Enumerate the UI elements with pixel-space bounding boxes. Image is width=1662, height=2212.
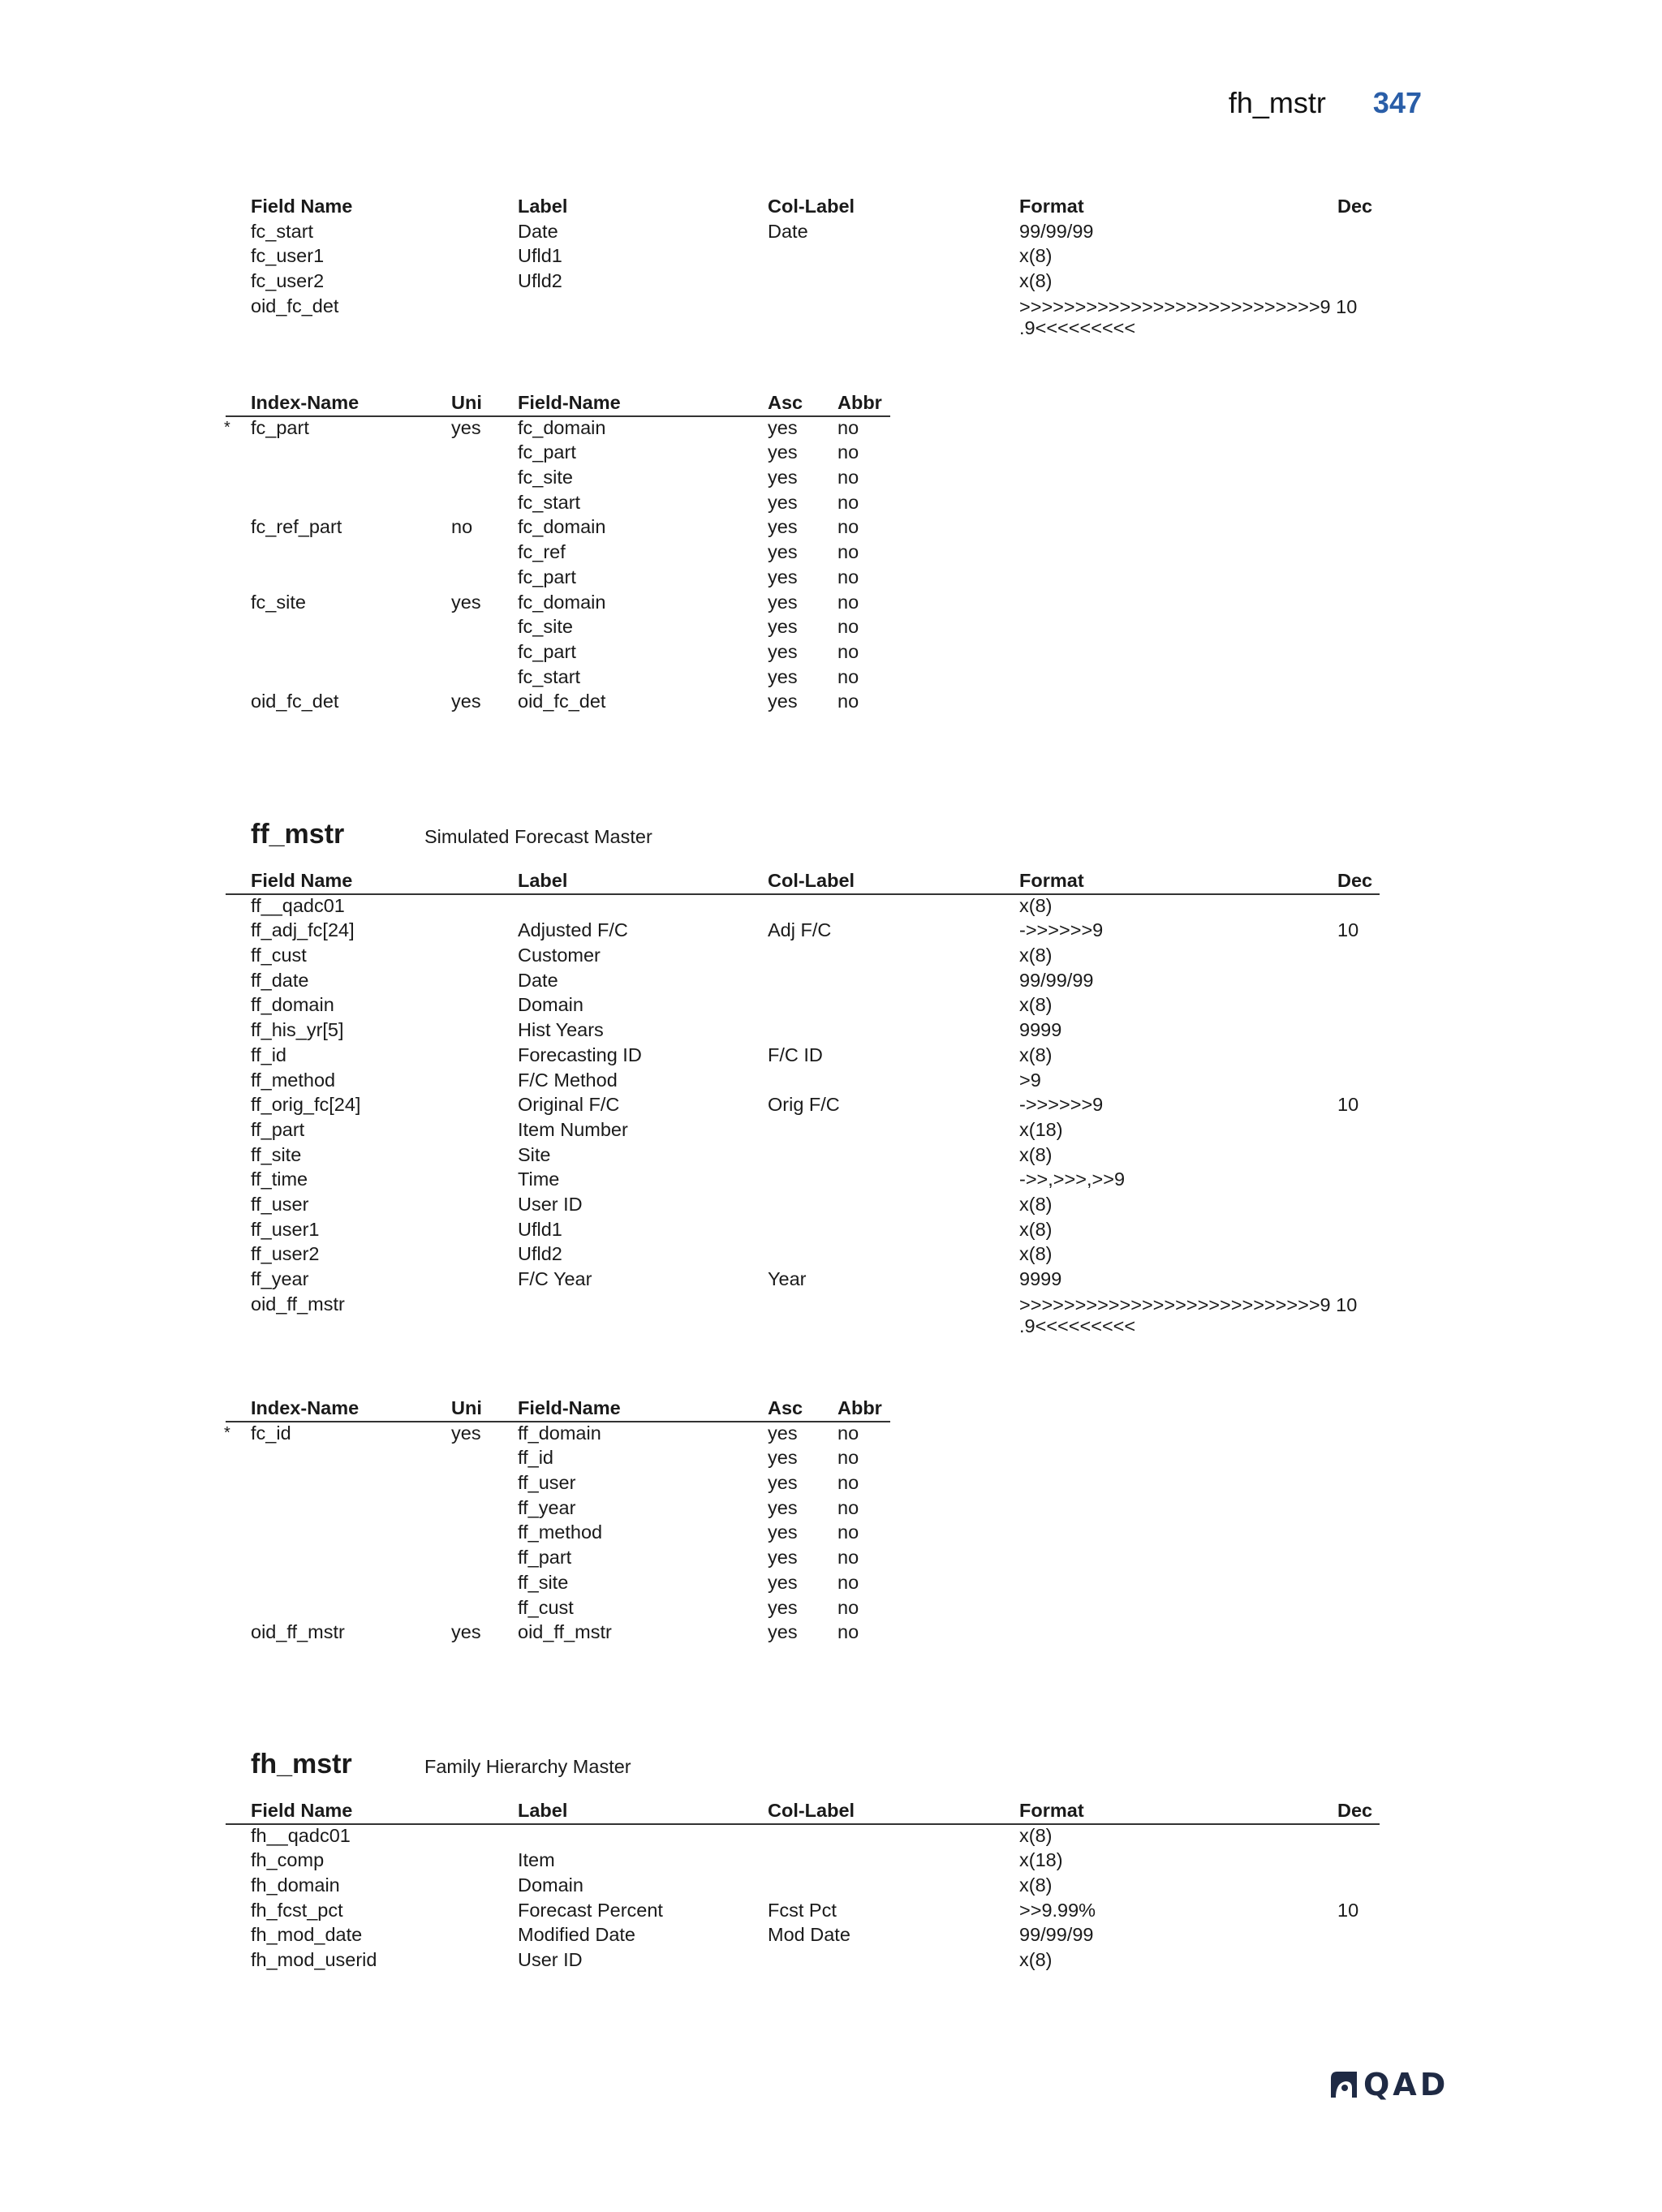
running-header-title: fh_mstr — [1228, 86, 1326, 119]
table-row — [0, 1068, 1662, 1093]
field-format: x(8) — [1019, 245, 1053, 267]
col-header-col-label: Col-Label — [768, 196, 855, 217]
field-dec: 10 — [1336, 295, 1358, 317]
index-row — [0, 1495, 1662, 1521]
index-asc: yes — [768, 1447, 798, 1469]
field-col-label: Fcst Pct — [768, 1899, 837, 1921]
format-line-2: .9<<<<<<<<< — [1019, 1315, 1136, 1336]
index-field-name: ff_year — [518, 1496, 576, 1518]
index-name: oid_ff_mstr — [251, 1621, 345, 1643]
field-label: Adjusted F/C — [518, 919, 628, 941]
index-field-name: ff_cust — [518, 1596, 574, 1618]
index-row — [0, 565, 1662, 590]
table-title: ff_mstr — [251, 819, 345, 850]
field-col-label: Mod Date — [768, 1924, 850, 1946]
field-name: fc_user2 — [251, 270, 325, 292]
field-col-label: Year — [768, 1268, 807, 1289]
field-label: Modified Date — [518, 1924, 635, 1946]
field-name: fh_mod_userid — [251, 1949, 377, 1971]
col-header-field-name: Field Name — [251, 196, 353, 217]
field-format: x(8) — [1019, 1874, 1053, 1896]
field-name: ff_domain — [251, 994, 334, 1016]
page-header — [1229, 86, 1422, 120]
index-field-name: fc_site — [518, 616, 573, 638]
table-row — [0, 918, 1662, 943]
index-field-name: fc_domain — [518, 516, 606, 538]
field-table-header — [0, 1798, 1662, 1823]
col-header-abbr: Abbr — [837, 392, 882, 413]
field-name: ff_his_yr[5] — [251, 1019, 344, 1041]
index-name: fc_ref_part — [251, 516, 342, 538]
field-label: Date — [518, 969, 558, 991]
ff-mstr-index-table — [0, 1396, 1662, 1645]
index-row — [0, 639, 1662, 665]
page-number: 347 — [1372, 86, 1422, 119]
field-format: x(18) — [1019, 1118, 1063, 1140]
index-unique: yes — [451, 691, 481, 712]
field-col-label: Adj F/C — [768, 919, 832, 941]
table-row — [0, 1192, 1662, 1217]
table-row — [0, 1043, 1662, 1068]
col-header-dec: Dec — [1337, 196, 1373, 217]
index-field-name: ff_method — [518, 1521, 603, 1543]
col-header-dec: Dec — [1337, 870, 1373, 891]
field-format: ->>>>>>9 — [1019, 1094, 1104, 1116]
index-field-name: fc_part — [518, 441, 576, 463]
col-header-col-label: Col-Label — [768, 1800, 855, 1821]
index-abbr: no — [837, 640, 859, 662]
index-row — [0, 1570, 1662, 1595]
field-name: fh_fcst_pct — [251, 1899, 343, 1921]
col-header-abbr: Abbr — [837, 1397, 882, 1418]
field-label: Forecasting ID — [518, 1044, 642, 1065]
field-name: ff_site — [251, 1143, 302, 1165]
index-abbr: no — [837, 441, 859, 463]
field-name: ff_part — [251, 1118, 305, 1140]
field-label: Item — [518, 1849, 555, 1871]
table-row — [0, 893, 1662, 919]
qad-logo-wordmark: QAD — [1363, 2067, 1449, 2102]
index-row — [0, 465, 1662, 490]
index-row — [0, 440, 1662, 465]
index-row — [0, 665, 1662, 690]
index-unique: no — [451, 516, 473, 538]
index-abbr: no — [837, 591, 859, 613]
col-header-field-name: Field Name — [251, 1800, 353, 1821]
table-row — [0, 1873, 1662, 1898]
field-format: x(8) — [1019, 1044, 1053, 1065]
col-header-col-label: Col-Label — [768, 870, 855, 891]
index-asc: yes — [768, 467, 798, 488]
index-abbr: no — [837, 1621, 859, 1643]
index-unique: yes — [451, 416, 481, 438]
col-header-uni: Uni — [451, 1397, 482, 1418]
field-rows — [0, 1823, 1662, 1973]
field-name: ff_year — [251, 1268, 309, 1289]
col-header-index-name: Index-Name — [251, 1397, 360, 1418]
field-format: x(8) — [1019, 994, 1053, 1016]
field-label: F/C Year — [518, 1268, 592, 1289]
col-header-field-name: Field Name — [251, 870, 353, 891]
field-dec: 10 — [1336, 1293, 1358, 1315]
field-label: Ufld2 — [518, 270, 562, 292]
table-title: fh_mstr — [251, 1749, 352, 1779]
index-rows — [0, 415, 1662, 714]
index-row — [0, 1620, 1662, 1645]
field-name: ff_method — [251, 1069, 336, 1091]
index-asc: yes — [768, 1547, 798, 1569]
table-row — [0, 1217, 1662, 1242]
index-field-name: ff_domain — [518, 1422, 601, 1444]
field-col-label: Orig F/C — [768, 1094, 840, 1116]
field-format: >9 — [1019, 1069, 1041, 1091]
index-abbr: no — [837, 1521, 859, 1543]
index-rows — [0, 1421, 1662, 1645]
field-table-header — [0, 868, 1662, 893]
field-name: fh__qadc01 — [251, 1824, 351, 1846]
index-field-name: fc_ref — [518, 541, 566, 563]
index-asc: yes — [768, 1596, 798, 1618]
field-col-label: F/C ID — [768, 1044, 823, 1065]
index-row — [0, 540, 1662, 565]
field-name: fc_user1 — [251, 245, 325, 267]
index-row — [0, 415, 1662, 441]
col-header-label: Label — [518, 1800, 568, 1821]
index-asc: yes — [768, 691, 798, 712]
index-asc: yes — [768, 665, 798, 687]
index-row — [0, 1470, 1662, 1495]
field-col-label: Date — [768, 220, 808, 242]
index-abbr: no — [837, 467, 859, 488]
field-format: x(8) — [1019, 1824, 1053, 1846]
col-header-label: Label — [518, 196, 568, 217]
field-name: ff_orig_fc[24] — [251, 1094, 361, 1116]
format-line-1: >>>>>>>>>>>>>>>>>>>>>>>>>>>9 — [1019, 1293, 1331, 1315]
index-row — [0, 1545, 1662, 1570]
col-header-asc: Asc — [768, 392, 803, 413]
col-header-format: Format — [1019, 196, 1084, 217]
field-dec: 10 — [1337, 919, 1359, 941]
index-asc: yes — [768, 416, 798, 438]
index-abbr: no — [837, 1571, 859, 1593]
col-header-label: Label — [518, 870, 568, 891]
index-field-name: oid_fc_det — [518, 691, 606, 712]
index-table-header — [0, 390, 1662, 415]
table-row — [0, 1848, 1662, 1873]
field-name: ff_cust — [251, 945, 307, 966]
field-name: ff_date — [251, 969, 309, 991]
index-field-name: fc_start — [518, 665, 581, 687]
field-table-header — [0, 194, 1662, 219]
table-row — [0, 1267, 1662, 1292]
field-name: oid_fc_det — [251, 295, 339, 316]
index-abbr: no — [837, 616, 859, 638]
index-name: oid_fc_det — [251, 691, 339, 712]
field-format: x(8) — [1019, 894, 1053, 916]
index-abbr: no — [837, 566, 859, 587]
table-row — [0, 1823, 1662, 1848]
index-asc: yes — [768, 1571, 798, 1593]
field-name: fh_domain — [251, 1874, 340, 1896]
index-row — [0, 614, 1662, 639]
field-label: F/C Method — [518, 1069, 618, 1091]
table-row — [0, 243, 1662, 269]
field-label: Item Number — [518, 1118, 628, 1140]
index-abbr: no — [837, 1472, 859, 1494]
field-name: fc_start — [251, 220, 314, 242]
index-field-name: ff_site — [518, 1571, 569, 1593]
field-format: 9999 — [1019, 1019, 1062, 1041]
field-format: x(8) — [1019, 1949, 1053, 1971]
table-row — [0, 1117, 1662, 1143]
index-name: fc_site — [251, 591, 306, 613]
fc-det-field-table — [0, 194, 1662, 339]
table-row — [0, 1947, 1662, 1973]
table-row — [0, 1292, 1662, 1337]
index-abbr: no — [837, 665, 859, 687]
format-line-1: >>>>>>>>>>>>>>>>>>>>>>>>>>>9 — [1019, 295, 1331, 317]
col-header-field-name: Field-Name — [518, 1397, 621, 1418]
field-name: ff_adj_fc[24] — [251, 919, 355, 941]
index-abbr: no — [837, 1547, 859, 1569]
index-row — [0, 1445, 1662, 1470]
col-header-uni: Uni — [451, 392, 482, 413]
index-asc: yes — [768, 441, 798, 463]
index-name: fc_id — [251, 1422, 291, 1444]
field-name: ff_time — [251, 1168, 308, 1190]
field-label: Domain — [518, 994, 583, 1016]
table-row — [0, 1092, 1662, 1117]
primary-index-marker: * — [224, 1423, 230, 1442]
format-line-2: .9<<<<<<<<< — [1019, 316, 1136, 338]
col-header-dec: Dec — [1337, 1800, 1373, 1821]
field-label: Forecast Percent — [518, 1899, 663, 1921]
field-label: User ID — [518, 1949, 583, 1971]
col-header-index-name: Index-Name — [251, 392, 360, 413]
index-asc: yes — [768, 616, 798, 638]
field-format: x(8) — [1019, 1243, 1053, 1265]
index-name: fc_part — [251, 416, 309, 438]
field-format: 99/99/99 — [1019, 1924, 1094, 1946]
field-label: Customer — [518, 945, 601, 966]
field-format: x(8) — [1019, 270, 1053, 292]
index-asc: yes — [768, 491, 798, 513]
table-row — [0, 943, 1662, 968]
index-field-name: fc_part — [518, 640, 576, 662]
index-row — [0, 1595, 1662, 1620]
table-row — [0, 1898, 1662, 1923]
table-description: Simulated Forecast Master — [424, 826, 652, 847]
index-field-name: fc_site — [518, 467, 573, 488]
index-asc: yes — [768, 1521, 798, 1543]
index-field-name: fc_domain — [518, 591, 606, 613]
field-format: ->>>>>>9 — [1019, 919, 1104, 941]
index-unique: yes — [451, 591, 481, 613]
ff-mstr-field-table — [0, 868, 1662, 1337]
index-abbr: no — [837, 1422, 859, 1444]
col-header-asc: Asc — [768, 1397, 803, 1418]
field-label: User ID — [518, 1193, 583, 1215]
field-rows — [0, 893, 1662, 1292]
index-asc: yes — [768, 566, 798, 587]
table-description: Family Hierarchy Master — [424, 1756, 631, 1777]
field-format: x(8) — [1019, 1143, 1053, 1165]
index-row — [0, 1421, 1662, 1446]
index-abbr: no — [837, 491, 859, 513]
field-format: >>9.99% — [1019, 1899, 1096, 1921]
field-name: ff_user1 — [251, 1218, 320, 1240]
index-row — [0, 1520, 1662, 1545]
fh-mstr-field-table — [0, 1798, 1662, 1973]
table-row — [0, 968, 1662, 993]
table-row — [0, 992, 1662, 1018]
index-asc: yes — [768, 1496, 798, 1518]
index-row — [0, 514, 1662, 540]
table-row — [0, 1018, 1662, 1043]
field-format: 9999 — [1019, 1268, 1062, 1289]
col-header-format: Format — [1019, 1800, 1084, 1821]
index-unique: yes — [451, 1621, 481, 1643]
field-format: x(8) — [1019, 1193, 1053, 1215]
index-field-name: fc_domain — [518, 416, 606, 438]
field-name: oid_ff_mstr — [251, 1293, 345, 1315]
field-label: Site — [518, 1143, 551, 1165]
field-format: 99/99/99 — [1019, 220, 1094, 242]
table-row — [0, 269, 1662, 294]
field-name: ff__qadc01 — [251, 894, 345, 916]
field-format: x(18) — [1019, 1849, 1063, 1871]
table-row — [0, 1143, 1662, 1168]
index-asc: yes — [768, 1422, 798, 1444]
index-field-name: fc_part — [518, 566, 576, 587]
index-row — [0, 490, 1662, 515]
field-label: Hist Years — [518, 1019, 604, 1041]
index-abbr: no — [837, 1496, 859, 1518]
field-name: ff_user — [251, 1193, 309, 1215]
index-row — [0, 590, 1662, 615]
index-field-name: oid_ff_mstr — [518, 1621, 612, 1643]
field-label: Ufld1 — [518, 245, 562, 267]
index-abbr: no — [837, 1596, 859, 1618]
field-dec: 10 — [1337, 1094, 1359, 1116]
field-dec: 10 — [1337, 1899, 1359, 1921]
primary-index-marker: * — [224, 418, 230, 437]
field-format — [1019, 296, 1357, 338]
index-abbr: no — [837, 541, 859, 563]
index-asc: yes — [768, 516, 798, 538]
field-label: Original F/C — [518, 1094, 620, 1116]
index-table-header — [0, 1396, 1662, 1421]
index-abbr: no — [837, 691, 859, 712]
index-abbr: no — [837, 1447, 859, 1469]
index-unique: yes — [451, 1422, 481, 1444]
field-format: 99/99/99 — [1019, 969, 1094, 991]
field-name: ff_user2 — [251, 1243, 320, 1265]
field-format: x(8) — [1019, 945, 1053, 966]
field-name: fh_mod_date — [251, 1924, 363, 1946]
index-abbr: no — [837, 516, 859, 538]
index-field-name: ff_id — [518, 1447, 553, 1469]
index-asc: yes — [768, 591, 798, 613]
table-row — [0, 1167, 1662, 1192]
index-field-name: ff_part — [518, 1547, 572, 1569]
field-name: fh_comp — [251, 1849, 325, 1871]
field-format: ->>,>>>,>>9 — [1019, 1168, 1126, 1190]
field-format: x(8) — [1019, 1218, 1053, 1240]
index-asc: yes — [768, 541, 798, 563]
index-field-name: ff_user — [518, 1472, 576, 1494]
col-header-format: Format — [1019, 870, 1084, 891]
qad-logo-icon — [1328, 2070, 1360, 2099]
field-label: Time — [518, 1168, 560, 1190]
index-asc: yes — [768, 640, 798, 662]
field-name: ff_id — [251, 1044, 286, 1065]
field-format — [1019, 1294, 1357, 1336]
field-label: Ufld1 — [518, 1218, 562, 1240]
qad-logo — [1328, 2067, 1449, 2102]
field-rows — [0, 219, 1662, 339]
table-row — [0, 1922, 1662, 1947]
index-abbr: no — [837, 416, 859, 438]
field-label: Domain — [518, 1874, 583, 1896]
field-label: Ufld2 — [518, 1243, 562, 1265]
field-label: Date — [518, 220, 558, 242]
index-row — [0, 689, 1662, 714]
table-row — [0, 1242, 1662, 1267]
table-row — [0, 219, 1662, 244]
index-asc: yes — [768, 1472, 798, 1494]
fc-det-index-table — [0, 390, 1662, 714]
index-field-name: fc_start — [518, 491, 581, 513]
col-header-field-name: Field-Name — [518, 392, 621, 413]
index-asc: yes — [768, 1621, 798, 1643]
table-row — [0, 294, 1662, 339]
